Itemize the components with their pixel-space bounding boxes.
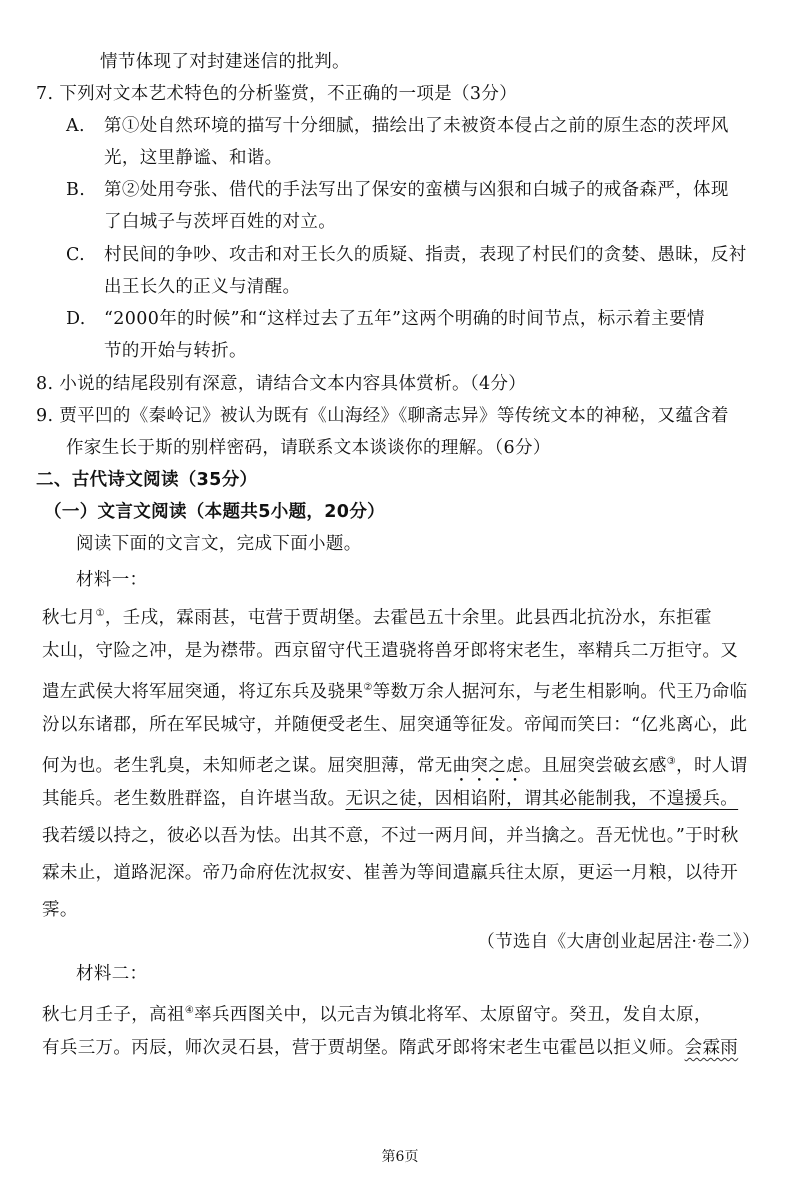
text-run: 等数万余人据河东，与老生相影响。代王乃命临 bbox=[372, 682, 748, 702]
text-run: 秋七月壬子，高祖 bbox=[42, 1005, 185, 1025]
material2-line bbox=[42, 1036, 738, 1060]
wavy-underlined-phrase: 会霖雨 bbox=[684, 1038, 739, 1058]
material1-line bbox=[42, 602, 712, 630]
text-run: ，时人谓 bbox=[676, 756, 748, 776]
q7-option-b-line2: 了白城子与茨坪百姓的对立。 bbox=[104, 212, 337, 232]
subsection-heading: （一）文言文阅读（本题共5小题，20分） bbox=[44, 502, 386, 522]
underlined-sentence: 无识之徒，因相谄附，谓其必能制我，不遑援兵。 bbox=[345, 789, 739, 809]
q9-line1 bbox=[36, 404, 729, 428]
text-run: 何为也。老生乳臭，未知师老之谋。屈突胆薄，常无 bbox=[42, 756, 453, 776]
q8 bbox=[36, 372, 526, 396]
footnote-marker: ③ bbox=[666, 756, 677, 767]
q9-number: 9. bbox=[36, 406, 54, 426]
q7-option-d-line1: “2000年的时候”和“这样过去了五年”这两个明确的时间节点，标示着主要情 bbox=[104, 309, 705, 329]
material1-line: 太山，守险之冲，是为襟带。西京留守代王遣骁将兽牙郎将宋老生，率精兵二万拒守。又 bbox=[42, 641, 739, 661]
material1-line: 霁。 bbox=[42, 900, 78, 920]
q7-option-d-line2: 节的开始与转折。 bbox=[104, 341, 247, 361]
q7-option-b-line1: 第②处用夸张、借代的手法写出了保安的蛮横与凶狠和白城子的戒备森严，体现 bbox=[104, 180, 729, 200]
text-run: ，壬戌，霖雨甚，屯营于贾胡堡。去霍邑五十余里。此县西北抗汾水，东拒霍 bbox=[104, 608, 712, 628]
material1-line: 霖未止，道路泥深。帝乃命府佐沈叔安、崔善为等间遣羸兵往太原，更运一月粮，以待开 bbox=[42, 863, 739, 883]
q7-stem-text: 下列对文本艺术特色的分析鉴赏，不正确的一项是（3分） bbox=[59, 84, 518, 104]
q7-option-d-label: D. bbox=[66, 309, 86, 329]
text-run: 有兵三万。丙辰，师次灵石县，营于贾胡堡。隋武牙郎将宋老生屯霍邑以拒义师。 bbox=[42, 1038, 685, 1058]
q8-text: 小说的结尾段别有深意，请结合文本内容具体赏析。（4分） bbox=[59, 374, 527, 394]
q7-option-a-line1: 第①处自然环境的描写十分细腻，描绘出了未被资本侵占之前的原生态的茨坪风 bbox=[104, 116, 729, 136]
q8-number: 8. bbox=[36, 374, 54, 394]
material1-line: 汾以东诸郡，所在军民城守，并随便受老生、屈突通等征发。帝闻而笑曰：“亿兆离心，此 bbox=[42, 715, 748, 735]
q9-text-line2: 作家生长于斯的别样密码，请联系文本谈谈你的理解。（6分） bbox=[66, 438, 551, 458]
dotted-phrase: 曲突之虑 bbox=[452, 756, 524, 776]
material2-line bbox=[42, 999, 712, 1027]
material1-line bbox=[42, 787, 738, 811]
reading-instruction: 阅读下面的文言文，完成下面小题。 bbox=[76, 534, 362, 554]
q7-option-a-label: A. bbox=[66, 116, 85, 136]
section-heading: 二、古代诗文阅读（35分） bbox=[36, 470, 258, 490]
footnote-marker: ② bbox=[363, 682, 373, 693]
material1-source: （节选自《大唐创业起居注·卷二》） bbox=[477, 932, 760, 952]
page-number: 第6页 bbox=[381, 1149, 419, 1165]
q6-tail: 情节体现了对封建迷信的批判。 bbox=[100, 52, 350, 72]
q7-option-a-line2: 光，这里静谧、和谐。 bbox=[104, 148, 283, 168]
q9-text-line1: 贾平凹的《秦岭记》被认为既有《山海经》《聊斋志异》等传统文本的神秘，又蕴含着 bbox=[59, 406, 729, 426]
footnote-marker: ④ bbox=[184, 1005, 195, 1016]
q7-stem bbox=[36, 82, 517, 106]
material1-line: 我若缓以持之，彼必以吾为怯。出其不意，不过一两月间，并当擒之。吾无忧也。”于时秋 bbox=[42, 826, 739, 846]
text-run: 其能兵。老生数胜群盗，自许堪当敌。 bbox=[42, 789, 346, 809]
text-run: 率兵西图关中，以元吉为镇北将军、太原留守。癸丑，发自太原， bbox=[194, 1005, 712, 1025]
q7-option-c-line1: 村民间的争吵、攻击和对王长久的质疑、指责，表现了村民们的贪婪、愚昧，反衬 bbox=[104, 245, 747, 265]
q7-option-b-label: B. bbox=[66, 180, 86, 200]
material2-title: 材料二： bbox=[76, 964, 148, 984]
material1-line bbox=[42, 676, 748, 704]
q7-number: 7. bbox=[36, 84, 54, 104]
material1-line bbox=[42, 750, 748, 786]
text-run: 。且屈突尝破玄感 bbox=[523, 756, 667, 776]
q7-option-c-line2: 出王长久的正义与清醒。 bbox=[104, 277, 301, 297]
q7-option-c-label: C. bbox=[66, 245, 86, 265]
text-run: 秋七月 bbox=[42, 608, 96, 628]
footnote-marker: ① bbox=[95, 608, 105, 619]
material1-title: 材料一： bbox=[76, 570, 148, 590]
text-run: 遣左武侯大将军屈突通，将辽东兵及骁果 bbox=[42, 682, 364, 702]
